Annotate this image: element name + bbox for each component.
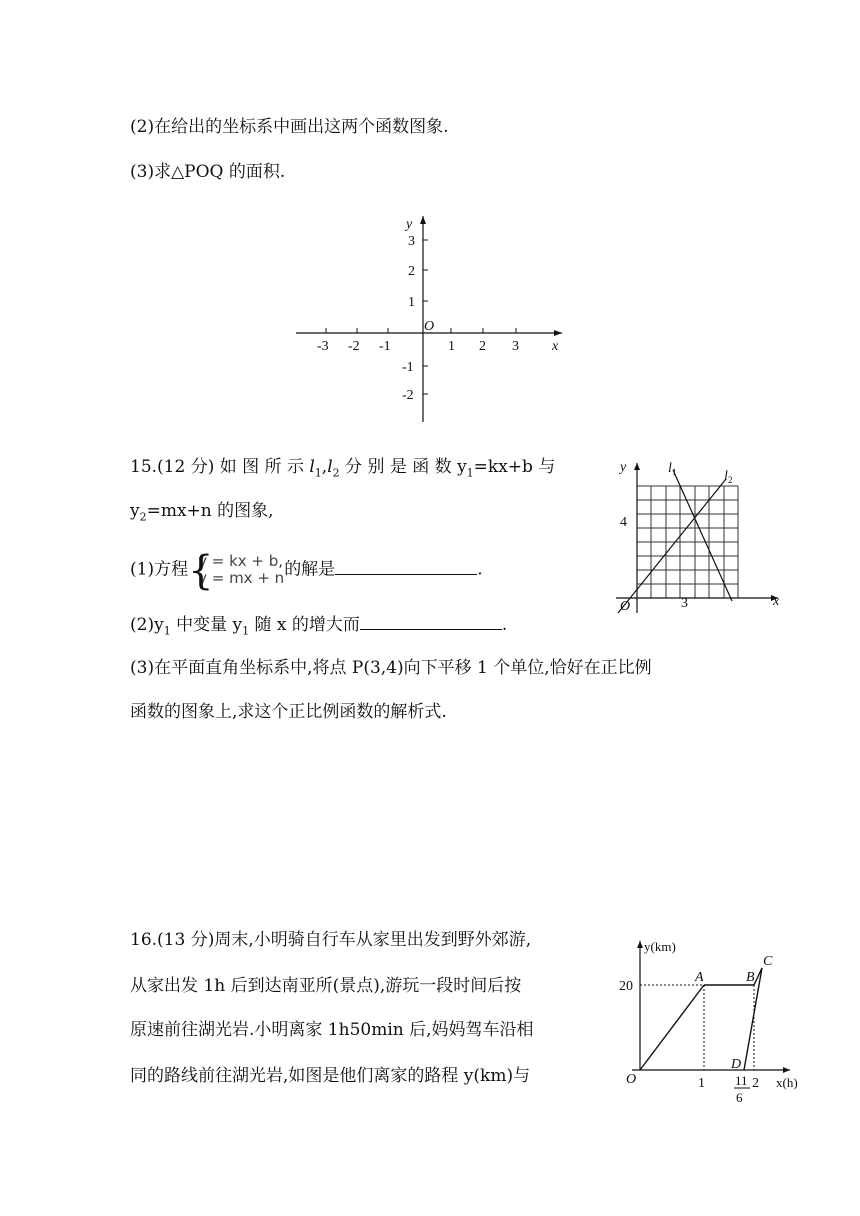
point-B: B [746, 970, 755, 985]
y-axis-arrow [420, 216, 426, 224]
q15-heading: 15.(12 分) 如 图 所 示 $l_1,l_2$ 分 别 是 函 数 $y_1=kx+b$ 与 [130, 457, 556, 480]
fig1-y-label: y [406, 217, 413, 232]
q15-part1: (1)方程 { y = kx + b, y = mx + n 的解是 . [130, 548, 483, 594]
q16-line1: 16.(13 分)周末,小明骑自行车从家里出发到野外郊游, [130, 930, 532, 950]
q16-line4: 同的路线前往湖光岩,如图是他们离家的路程 y(km)与 [130, 1066, 531, 1086]
q14-part2: (2)在给出的坐标系中画出这两个函数图象. [130, 117, 449, 137]
fig1-x-label: x [552, 339, 559, 354]
fig2-origin: O [620, 599, 631, 614]
equation-system: { y = kx + b, y = mx + n [188, 548, 285, 594]
q16-line2: 从家出发 1h 后到达南亚所(景点),游玩一段时间后按 [130, 976, 522, 996]
line-l1 [673, 470, 732, 601]
point-C: C [763, 954, 773, 969]
fig2-y-tick: 4 [620, 515, 627, 530]
q14-part3: (3)求△POQ 的面积. [130, 162, 286, 182]
fig2-x-label: x [773, 594, 780, 609]
fig1-x-tick: -3 [317, 339, 329, 354]
fig1-y-tick: -2 [402, 388, 414, 403]
fig2-x-tick: 3 [681, 596, 688, 611]
q16-line3: 原速前往湖光岩.小明离家 1h50min 后,妈妈驾车沿相 [130, 1020, 534, 1040]
fig3-x-label: x(h) [776, 1075, 798, 1090]
answer-blank[interactable] [335, 556, 477, 575]
fig1-x-tick: 1 [448, 339, 455, 354]
fig1-y-tick: 1 [408, 295, 415, 310]
label-l1: l [668, 461, 672, 476]
line-l2 [618, 479, 726, 613]
fig1-x-tick: 2 [479, 339, 486, 354]
fig3-y-label: y(km) [644, 939, 676, 954]
point-A: A [695, 970, 704, 985]
x-axis-arrow [783, 1067, 790, 1073]
svg-text:6: 6 [736, 1090, 743, 1105]
fig1-y-tick: 3 [408, 234, 415, 249]
fig1-origin: O [424, 319, 435, 334]
q15-heading-cont: $y_2=mx+n$ 的图象, [130, 501, 274, 524]
answer-blank[interactable] [360, 611, 502, 630]
fig3-origin: O [626, 1072, 637, 1087]
q15-part2: $(2)y_1$ 中变量 $y_1$ 随 x 的增大而 . [130, 611, 507, 643]
q15-part3: (3)在平面直角坐标系中,将点 P(3,4)向下平移 1 个单位,恰好在正比例 [130, 658, 652, 678]
x-axis-arrow [554, 330, 562, 336]
segment-OA [640, 985, 704, 1070]
fig3-x-tick-1: 1 [698, 1076, 705, 1091]
fig1-x-tick: -2 [348, 339, 360, 354]
point-D: D [731, 1057, 742, 1072]
fig2-y-label: y [620, 460, 627, 475]
label-l1-sub: 1 [672, 467, 677, 477]
fig3-frac-num: 11 [735, 1073, 748, 1088]
q15-part3-cont: 函数的图象上,求这个正比例函数的解析式. [130, 702, 447, 722]
fig3-x-tick-2: 2 [752, 1076, 759, 1091]
y-axis-arrow [637, 941, 643, 948]
label-l2-sub: 2 [728, 475, 733, 485]
label-l2: l [724, 469, 728, 484]
fraction-denominator [733, 1088, 753, 1106]
lines-grid-figure [608, 455, 790, 615]
fig1-y-tick: 2 [408, 264, 415, 279]
fig1-y-tick: -1 [402, 360, 414, 375]
fig1-x-tick: -1 [379, 339, 391, 354]
distance-time-figure [618, 935, 808, 1091]
fig3-y-tick: 20 [619, 979, 633, 994]
coordinate-grid-figure [290, 210, 580, 430]
y-axis-arrow [634, 463, 640, 470]
fig1-x-tick: 3 [512, 339, 519, 354]
